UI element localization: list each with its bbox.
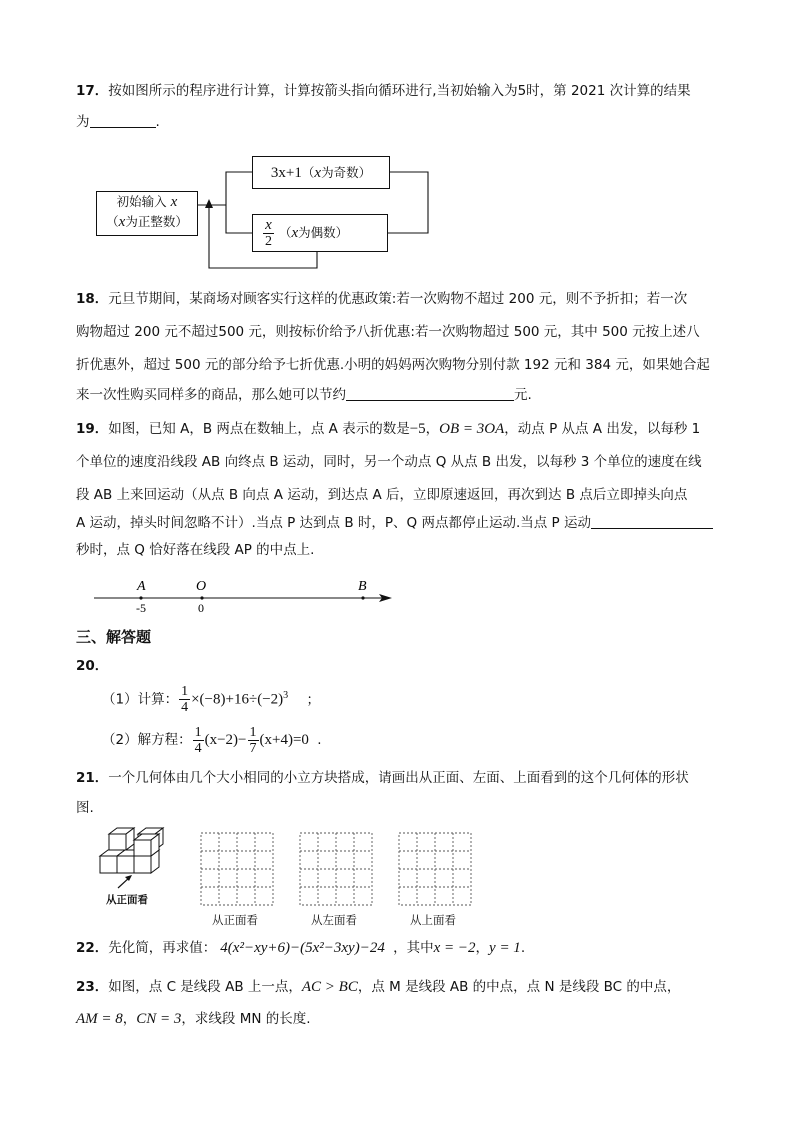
q18-answer-blank[interactable] — [346, 386, 514, 401]
section-3-title: 三、解答题 — [76, 628, 152, 646]
point-a-label: A — [137, 579, 146, 594]
q23-number: 23． — [76, 979, 109, 995]
point-b-label: B — [358, 579, 367, 594]
q21-line-2: 图. — [76, 800, 94, 816]
q21-line-1: 21．一个几何体由几个大小相同的小立方块搭成，请画出从正面、左面、上面看到的这个几何体的形状 — [76, 770, 689, 786]
tick-label-a: -5 — [136, 601, 146, 615]
top-view-caption: 从上面看 — [410, 913, 456, 927]
q22-number: 22． — [76, 940, 109, 956]
front-view-grid[interactable] — [200, 832, 276, 908]
tick-label-o: 0 — [198, 601, 204, 615]
q19-line-2: 个单位的速度沿线段 AB 向终点 B 运动，同时，另一个动点 Q 从点 B 出发，以每秒 3 个单位的速度在线 — [76, 454, 702, 470]
front-view-caption: 从正面看 — [212, 913, 258, 927]
q17-number: 17． — [76, 83, 109, 99]
flow-input-box: 初始输入 x （x为正整数） — [96, 191, 198, 236]
q19-equation: OB = 3OA — [439, 421, 505, 437]
q23-line-2: AM = 8，CN = 3，求线段 MN 的长度. — [76, 1011, 311, 1027]
q19-line-1: 19．如图，已知 A，B 两点在数轴上，点 A 表示的数是−5，OB = 3OA，动点 P 从点 A 出发，以每秒 1 — [76, 421, 701, 437]
left-view-grid[interactable] — [299, 832, 375, 908]
q18-number: 18． — [76, 291, 109, 307]
q19-answer-blank[interactable] — [591, 514, 713, 529]
flow-even-box: $\frac{x}{2}$ （x为偶数） — [252, 214, 388, 252]
q18-line-4: 来一次性购买同样多的商品，那么她可以节约 元. — [76, 387, 532, 403]
q19-number-line — [0, 575, 794, 615]
q20-number: 20． — [76, 658, 109, 674]
q20-part-1: （1）计算： $\frac{1}{4}$ $\times(-8)+16\div(-2)^3$ ； — [102, 684, 320, 715]
q21-number: 21． — [76, 770, 109, 786]
q17-text: 按如图所示的程序进行计算，计算按箭头指向循环进行,当初始输入为5时，第 2021 次计算的结果 — [108, 83, 691, 99]
left-view-caption: 从左面看 — [311, 913, 357, 927]
q22-expression: 4(x²−xy+6)−(5x²−3xy)−24 — [220, 940, 385, 956]
q17-line-2: 为 . — [76, 114, 160, 130]
q19-line-4: A 运动，掉头时间忽略不计）.当点 P 达到点 B 时，P、Q 两点都停止运动.当点 P 运动 — [76, 513, 713, 533]
flow-odd-box: 3x+1（x为奇数） — [252, 156, 390, 189]
point-o-label: O — [196, 579, 207, 594]
q19-number: 19． — [76, 421, 109, 437]
q18-line-1: 18．元旦节期间，某商场对顾客实行这样的优惠政策:若一次购物不超过 200 元，则不予折扣；若一次 — [76, 291, 688, 307]
q20-part-2: （2）解方程： $\frac{1}{4}$ (x−2)− $\frac{1}{7}$ (x+4)=0 . — [102, 724, 322, 756]
q23-line-1: 23．如图，点 C 是线段 AB 上一点，AC > BC，点 M 是线段 AB 的中点，点 N 是线段 BC 的中点， — [76, 979, 681, 995]
q18-line-2: 购物超过 200 元不超过500 元，则按标价给予八折优惠:若一次购物超过 500 元，其中 500 元按上述八 — [76, 324, 700, 340]
q22-line: 22．先化简，再求值： 4(x²−xy+6)−(5x²−3xy)−24 ，其中x = −2，y = 1. — [76, 940, 526, 956]
top-view-grid[interactable] — [398, 832, 474, 908]
q19-line-3: 段 AB 上来回运动（从点 B 向点 A 运动，到达点 A 后，立即原速返回，再次到达 B 点后立即掉头向点 — [76, 487, 688, 503]
q17-flow-arrows — [0, 0, 794, 300]
front-view-arrow-label: 从正面看 — [106, 894, 148, 906]
cube-figure — [92, 826, 172, 892]
q19-line-5: 秒时，点 Q 恰好落在线段 AP 的中点上. — [76, 542, 315, 558]
q18-line-3: 折优惠外，超过 500 元的部分给予七折优惠.小明的妈妈两次购物分别付款 192 元和 384 元，如果她合起 — [76, 357, 710, 373]
